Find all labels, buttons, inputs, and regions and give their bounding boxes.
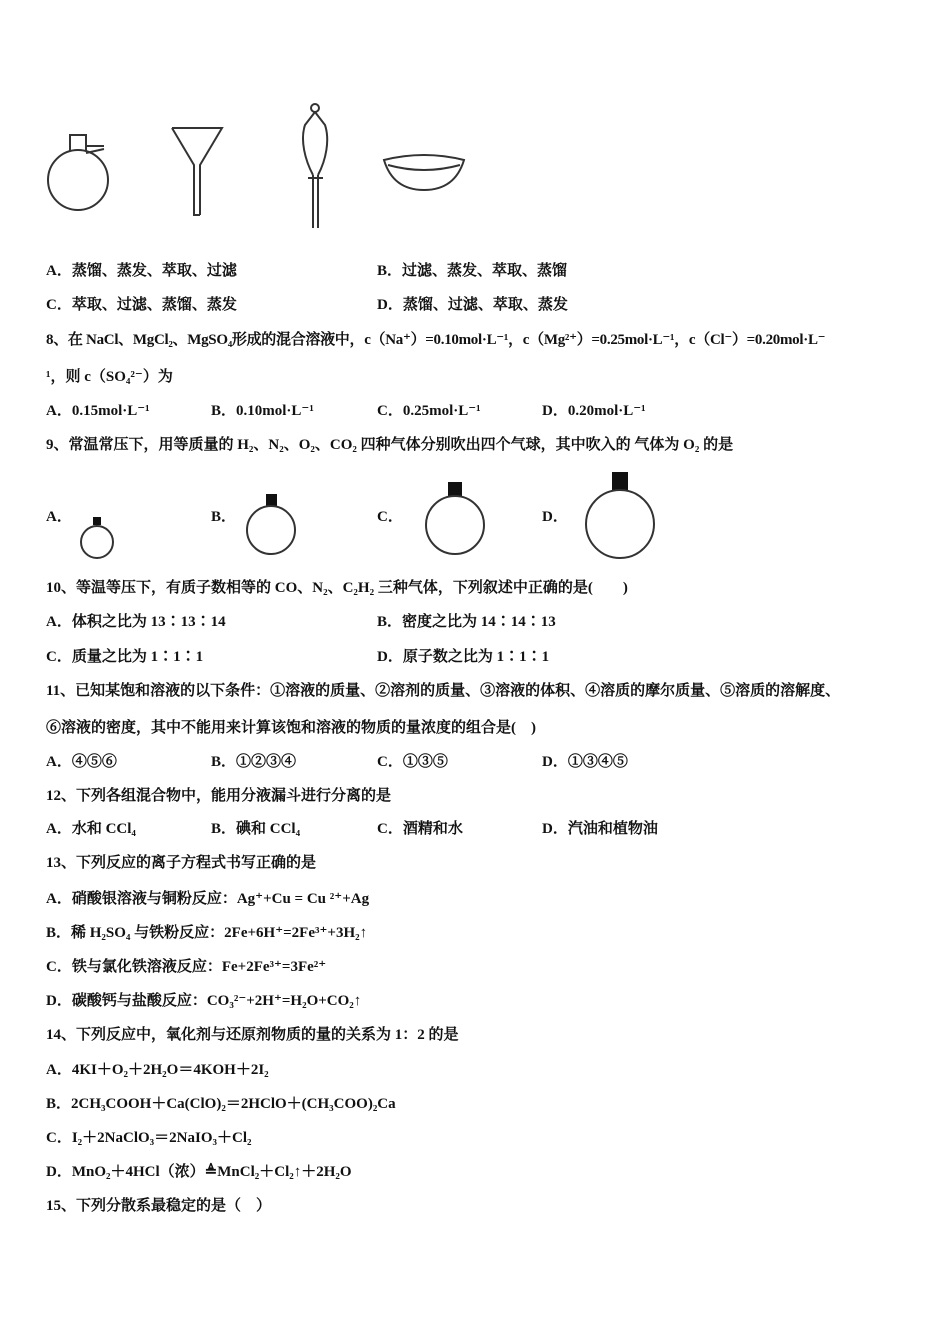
q11-option-d: D．①③④⑤ [542, 754, 628, 770]
q11-option-a: A．④⑤⑥ [46, 754, 117, 770]
q8-stem-cont: ¹，则 c（SO₄²⁻）为 [46, 369, 173, 385]
q10-stem: 10、等温等压下，有质子数相等的 CO、N₂、C₂H₂ 三种气体，下列叙述中正确的是( ) [46, 580, 628, 596]
balloon-a-icon [81, 517, 113, 558]
q9-option-d: D． [542, 509, 568, 525]
q12-option-b: B．碘和 CCl₄ [211, 821, 301, 837]
q12-option-d: D．汽油和植物油 [542, 821, 658, 837]
q8-option-c: C．0.25mol·L⁻¹ [377, 403, 481, 419]
q14-option-c: C．I₂＋2NaClO₃＝2NaIO₃＋Cl₂ [46, 1130, 252, 1146]
funnel-icon [172, 128, 222, 215]
q10-option-c: C．质量之比为 1∶1∶1 [46, 649, 204, 665]
q11-stem: 11、已知某饱和溶液的以下条件：①溶液的质量、②溶剂的质量、③溶液的体积、④溶质的摩尔质量、⑤溶质的溶解度、 [46, 683, 841, 699]
q10-option-a: A．体积之比为 13∶13∶14 [46, 614, 226, 630]
separatory-funnel-icon [303, 104, 327, 228]
q8-option-b: B．0.10mol·L⁻¹ [211, 403, 314, 419]
q13-option-b: B．稀 H₂SO₄ 与铁粉反应：2Fe+6H⁺=2Fe³⁺+3H₂↑ [46, 925, 368, 941]
q7-option-d: D．蒸馏、过滤、萃取、蒸发 [377, 297, 568, 313]
q14-option-d: D．MnO₂＋4HCl（浓）≜MnCl₂＋Cl₂↑＋2H₂O [46, 1164, 352, 1180]
q12-option-c: C．酒精和水 [377, 821, 463, 837]
q14-stem: 14、下列反应中，氧化剂与还原剂物质的量的关系为 1：2 的是 [46, 1027, 459, 1043]
q11-stem-cont: ⑥溶液的密度，其中不能用来计算该饱和溶液的物质的量浓度的组合是( ) [46, 720, 536, 736]
q9-option-a: A． [46, 509, 72, 525]
balloon-d-icon [586, 472, 654, 558]
q7-option-a: A．蒸馏、蒸发、萃取、过滤 [46, 263, 237, 279]
q11-option-c: C．①③⑤ [377, 754, 448, 770]
q9-stem: 9、常温常压下，用等质量的 H₂、N₂、O₂、CO₂ 四种气体分别吹出四个气球，其中吹入的 气体为 O₂ 的是 [46, 437, 734, 453]
balloon-b-icon [247, 494, 295, 554]
q7-option-b: B．过滤、蒸发、萃取、蒸馏 [377, 263, 568, 279]
q10-option-d: D．原子数之比为 1∶1∶1 [377, 649, 550, 665]
q14-option-a: A．4KI＋O₂＋2H₂O＝4KOH＋2I₂ [46, 1062, 269, 1078]
q12-option-a: A．水和 CCl₄ [46, 821, 136, 837]
evaporating-dish-icon [384, 155, 464, 190]
q7-option-c: C．萃取、过滤、蒸馏、蒸发 [46, 297, 237, 313]
q8-stem: 8、在 NaCl、MgCl₂、MgSO₄形成的混合溶液中，c（Na⁺）=0.10mol·L⁻¹，c（Mg²⁺）=0.25mol·L⁻¹，c（Cl⁻）=0.20mol·L⁻ [46, 332, 826, 348]
q9-option-c: C． [377, 509, 403, 525]
q13-stem: 13、下列反应的离子方程式书写正确的是 [46, 855, 317, 871]
q9-option-b: B． [211, 509, 237, 525]
q11-option-b: B．①②③④ [211, 754, 297, 770]
q12-stem: 12、下列各组混合物中，能用分液漏斗进行分离的是 [46, 788, 392, 804]
round-bottom-flask-icon [48, 135, 108, 210]
q15-stem: 15、下列分散系最稳定的是（ ） [46, 1198, 272, 1214]
q10-option-b: B．密度之比为 14∶14∶13 [377, 614, 556, 630]
balloon-c-icon [426, 482, 484, 554]
q13-option-a: A．硝酸银溶液与铜粉反应：Ag⁺+Cu = Cu ²⁺+Ag [46, 891, 370, 907]
q8-option-a: A．0.15mol·L⁻¹ [46, 403, 150, 419]
q8-option-d: D．0.20mol·L⁻¹ [542, 403, 646, 419]
q13-option-d: D．碳酸钙与盐酸反应：CO₃²⁻+2H⁺=H₂O+CO₂↑ [46, 993, 362, 1009]
q14-option-b: B．2CH₃COOH＋Ca(ClO)₂＝2HClO＋(CH₃COO)₂Ca [46, 1096, 396, 1112]
q13-option-c: C．铁与氯化铁溶液反应：Fe+2Fe³⁺=3Fe²⁺ [46, 959, 327, 975]
